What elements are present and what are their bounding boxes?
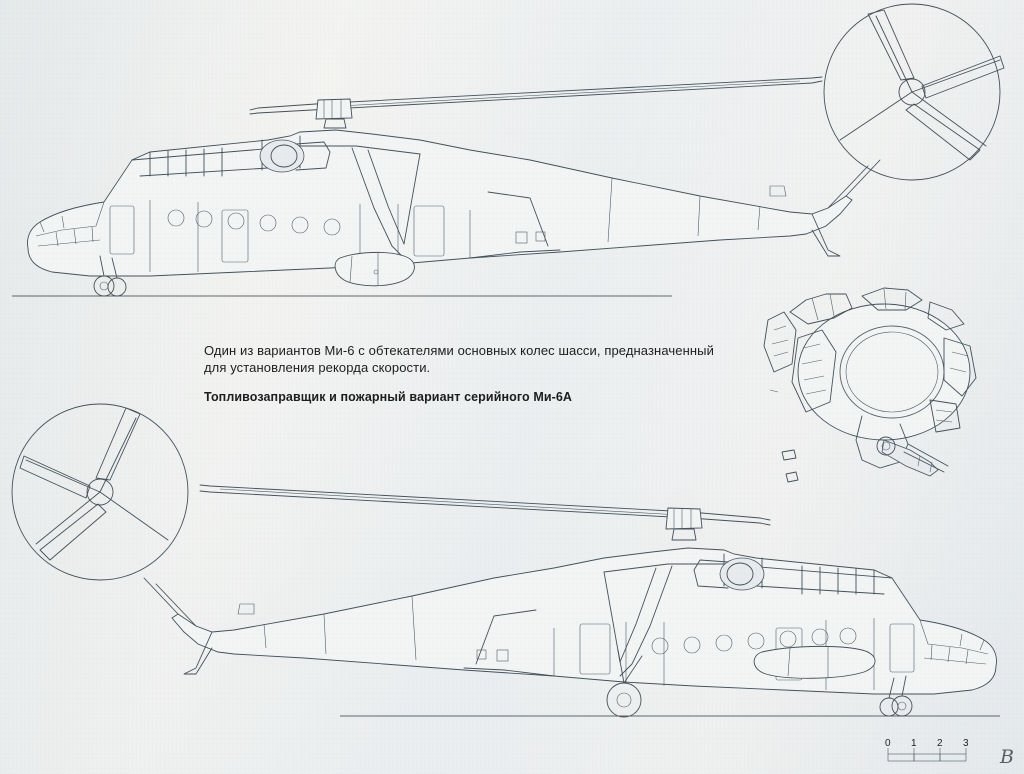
side-view-bottom <box>12 404 1000 717</box>
nose-detail-view <box>764 288 976 482</box>
scale-label-3: 3 <box>963 738 969 749</box>
artist-signature: В <box>1000 746 1014 768</box>
caption-top: Один из вариантов Ми-6 с обтекателями основных колес шасси, предназначенный для установления рекорда скорости. <box>204 343 714 375</box>
scale-label-2: 2 <box>937 738 943 749</box>
scale-bar <box>888 748 966 761</box>
caption-bottom: Топливозаправщик и пожарный вариант серийного Ми-6А <box>204 390 573 404</box>
scale-label-1: 1 <box>911 738 917 749</box>
scale-label-0: 0 <box>885 738 891 749</box>
side-view-top <box>12 4 1004 296</box>
